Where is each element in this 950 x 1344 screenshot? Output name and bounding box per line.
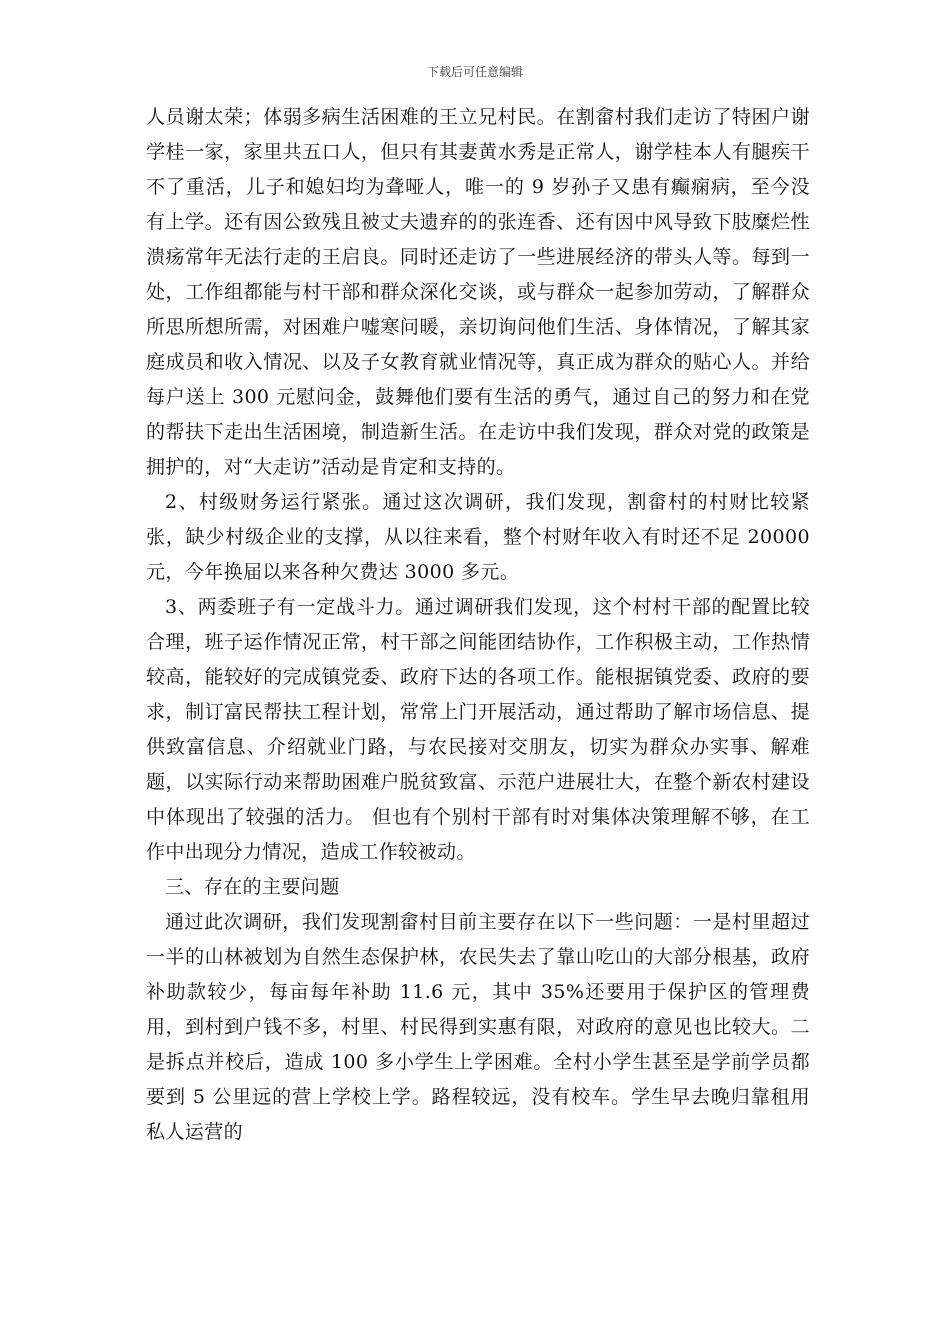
document-body <box>146 100 810 1150</box>
paragraph-village-committee: 3、两委班子有一定战斗力。通过调研我们发现，这个村村干部的配置比较合理，班子运作情况正常，村干部之间能团结协作，工作积极主动，工作热情较高，能较好的完成镇党委、政府下达的各项工作。能根据镇党委、政府的要求，制订富民帮扶工程计划，常常上门开展活动，通过帮助了解市场信息、提供致富信息、介绍就业门路，与农民接对交朋友，切实为群众办实事、解难题，以实际行动来帮助困难户脱贫致富、示范户进展壮大，在整个新农村建设中体现出了较强的活力。 但也有个别村干部有时对集体决策理解不够，在工作中出现分力情况，造成工作较被动。 <box>146 596 810 863</box>
section-heading-main-problems: 三、存在的主要问题 <box>165 876 340 898</box>
paragraph-main-problems: 通过此次调研，我们发现割畲村目前主要存在以下一些问题：一是村里超过一半的山林被划为自然生态保护林，农民失去了靠山吃山的大部分根基，政府补助款较少，每亩每年补助 11.6 元，其中 35%还要用于保护区的管理费用，到村到户钱不多，村里、村民得到实惠有限，对政府的意见也比较大。二是拆点并校后，造成 100 多小学生上学困难。全村小学生甚至是学前学员都要到 5 公里远的营上学校上学。路程较远，没有校车。学生早去晚归靠租用私人运营的 <box>146 911 810 1143</box>
paragraph-visits: 人员谢太荣；体弱多病生活困难的王立兄村民。在割畲村我们走访了特困户谢学桂一家，家里共五口人，但只有其妻黄水秀是正常人，谢学桂本人有腿疾干不了重活，儿子和媳妇均为聋哑人，唯一的 9 岁孙子又患有癫痫病，至今没有上学。还有因公致残且被丈夫遗弃的的张连香、还有因中风导致下肢糜烂性溃疡常年无法行走的王启良。同时还走访了一些进展经济的带头人等。每到一处，工作组都能与村干部和群众深化交谈，或与群众一起参加劳动，了解群众所思所想所需，对困难户嘘寒问暖，亲切询问他们生活、身体情况，了解其家庭成员和收入情况、以及子女教育就业情况等，真正成为群众的贴心人。并给每户送上 300 元慰问金，鼓舞他们要有生活的勇气，通过自己的努力和在党的帮扶下走出生活困境，制造新生活。在走访中我们发现，群众对党的政策是拥护的，对“大走访”活动是肯定和支持的。 <box>146 106 810 478</box>
page-header: 下载后可任意编辑 <box>426 65 523 79</box>
paragraph-village-finance: 2、村级财务运行紧张。通过这次调研，我们发现，割畲村的村财比较紧张，缺少村级企业的支撑，从以往来看，整个村财年收入有时还不足 20000 元，今年换届以来各种欠费达 3000 多元。 <box>146 491 810 583</box>
